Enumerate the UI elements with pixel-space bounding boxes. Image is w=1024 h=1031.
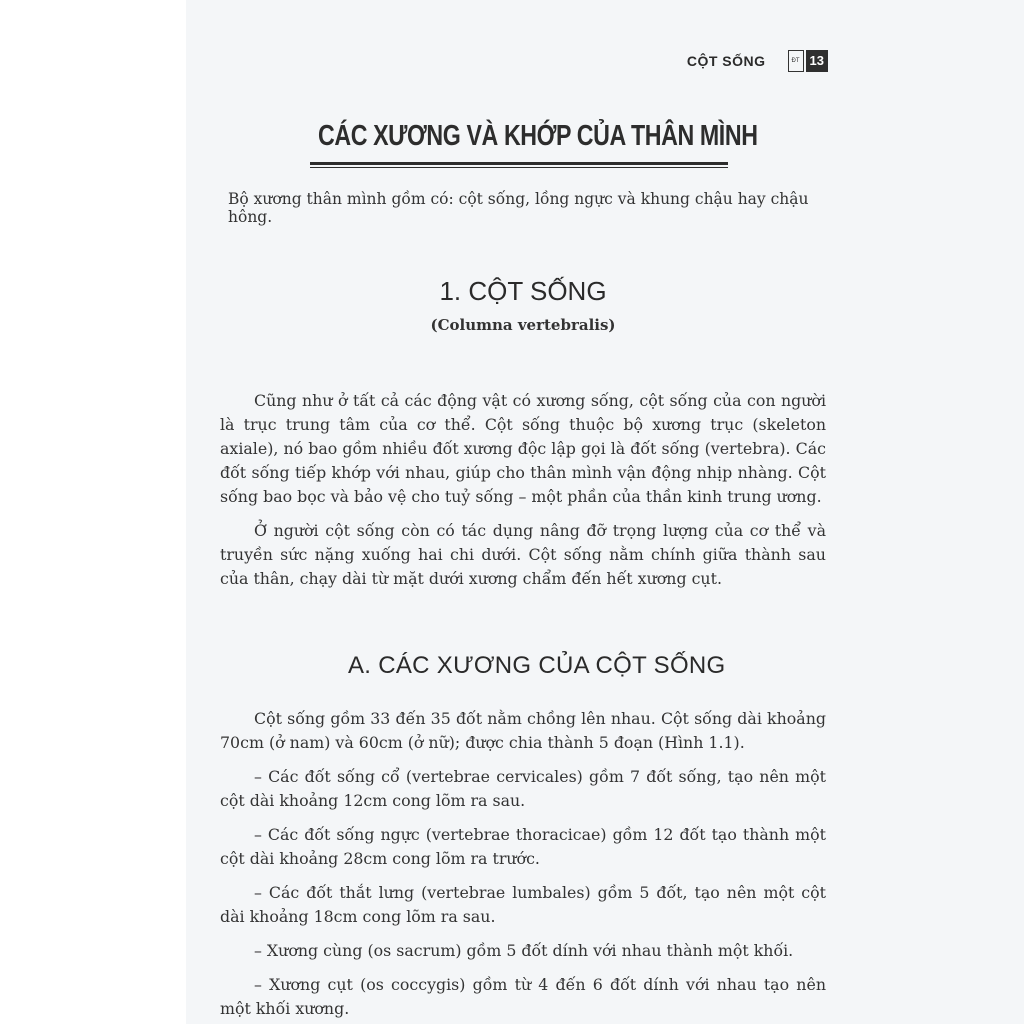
list-item: – Các đốt sống ngực (vertebrae thoracicae) gồm 12 đốt tạo thành một cột dài khoảng 28cm cong lõm ra trước. (220, 825, 826, 868)
paragraph: Cũng như ở tất cả các động vật có xương sống, cột sống của con người là trục trung tâm của cơ thể. Cột sống thuộc bộ xương trục (skeleton axiale), nó bao gồm nhiều đốt xương độc lập gọi là đốt sống (vertebra). Các đốt sống tiếp khớp với nhau, giúp cho thân mình vận động nhịp nhàng. Cột sống bao bọc và bảo vệ cho tuỷ sống – một phần của thần kinh trung ương. (220, 391, 826, 506)
section-body (220, 389, 826, 601)
list-item: – Xương cùng (os sacrum) gồm 5 đốt dính với nhau thành một khối. (254, 941, 794, 960)
paragraph: Cột sống gồm 33 đến 35 đốt nằm chồng lên nhau. Cột sống dài khoảng 70cm (ở nam) và 60cm (ở nữ); được chia thành 5 đoạn (Hình 1.1). (220, 709, 826, 752)
subsection-body (220, 707, 826, 1031)
section-title: 1. CỘT SỐNG (439, 276, 607, 306)
publisher-logo-icon: ĐT (788, 50, 804, 72)
list-item: – Các đốt sống cổ (vertebrae cervicales) gồm 7 đốt sống, tạo nên một cột dài khoảng 12cm cong lõm ra sau. (220, 767, 826, 810)
running-header (687, 50, 828, 72)
list-item: – Các đốt thắt lưng (vertebrae lumbales) gồm 5 đốt, tạo nên một cột dài khoảng 18cm cong lõm ra sau. (220, 883, 826, 926)
subsection-title: A. CÁC XƯƠNG CỦA CỘT SỐNG (348, 652, 726, 679)
running-title: CỘT SỐNG (686, 53, 766, 69)
section-subtitle: (Columna vertebralis) (430, 316, 616, 334)
list-item: – Xương cụt (os coccygis) gồm từ 4 đến 6 đốt dính với nhau tạo nên một khối xương. (220, 975, 826, 1018)
page-number: 13 (806, 50, 828, 72)
chapter-intro: Bộ xương thân mình gồm có: cột sống, lồng ngực và khung chậu hay chậu hông. (228, 190, 809, 226)
paragraph: Ở người cột sống còn có tác dụng nâng đỡ trọng lượng của cơ thể và truyền sức nặng xuống hai chi dưới. Cột sống nằm chính giữa thành sau của thân, chạy dài từ mặt dưới xương chẩm đến hết xương cụt. (220, 521, 826, 588)
chapter-title: CÁC XƯƠNG VÀ KHỚP CỦA THÂN MÌNH (318, 120, 758, 152)
chapter-title-underline (310, 162, 728, 168)
